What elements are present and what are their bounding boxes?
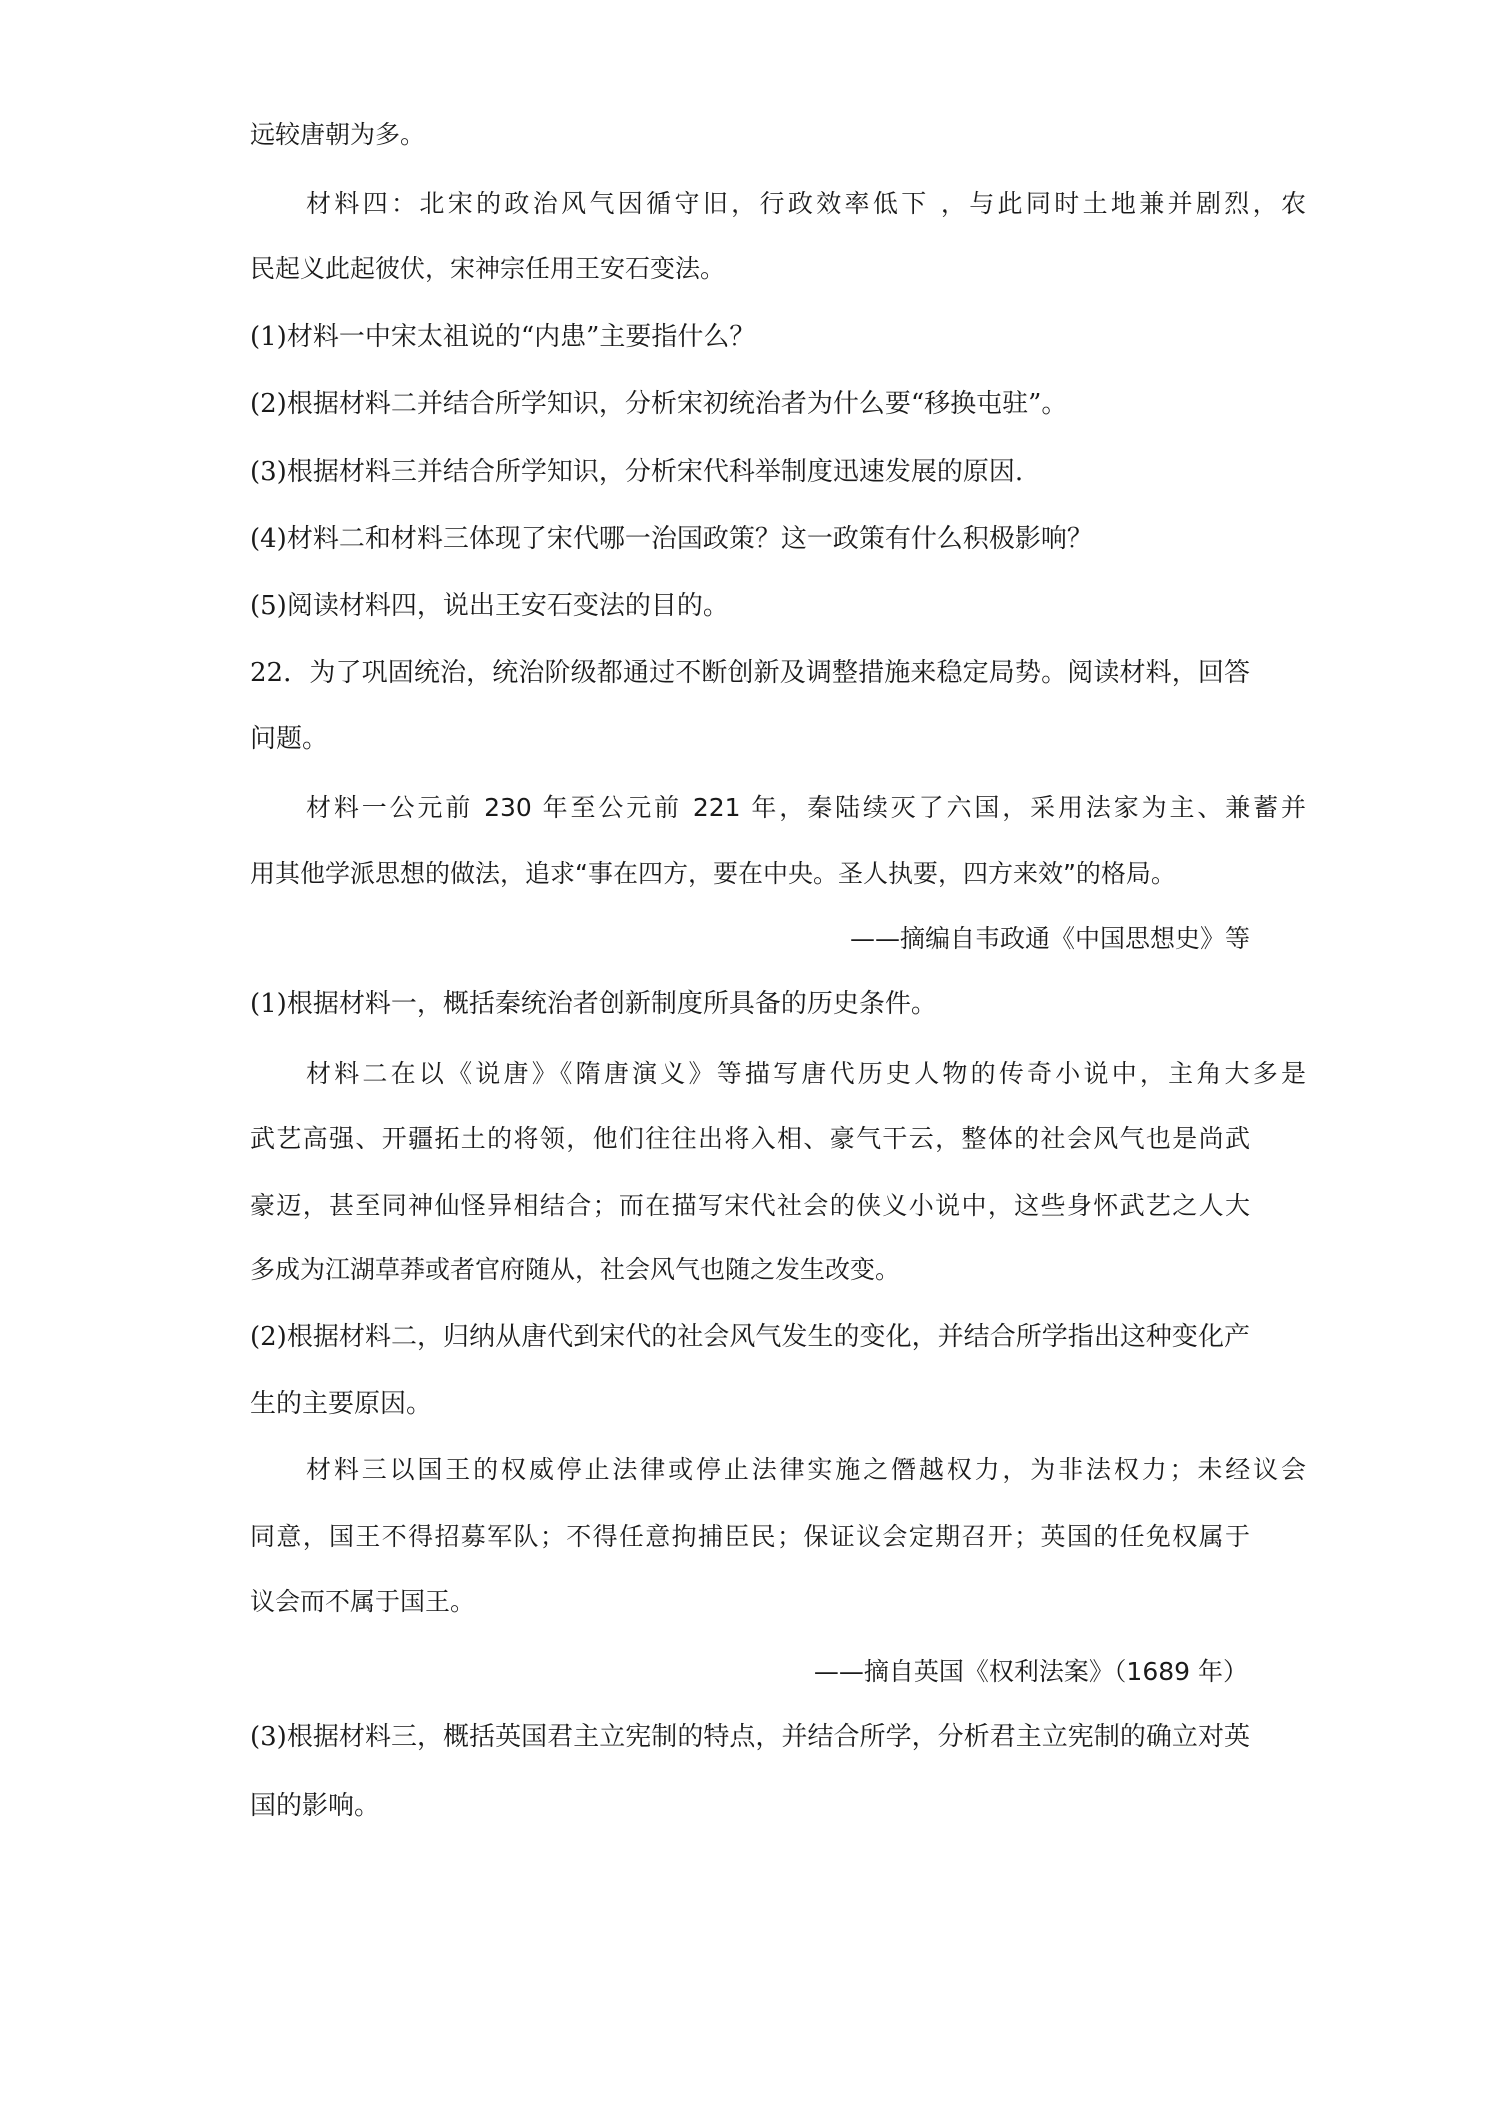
q22-material-2-line-4: 多成为江湖草莽或者官府随从，社会风气也随之发生改变。 (250, 1255, 901, 1284)
question-22-2-line-2: 生的主要原因。 (250, 1389, 433, 1419)
question-21-3: (3)根据材料三并结合所学知识，分析宋代科举制度迅速发展的原因. (250, 457, 1024, 487)
material-3-end-line: 远较唐朝为多。 (250, 120, 426, 149)
question-21-4: (4)材料二和材料三体现了宋代哪一治国政策？这一政策有什么积极影响？ (250, 524, 1093, 554)
question-22-stem-line-1: 22．为了巩固统治，统治阶级都通过不断创新及调整措施来稳定局势。阅读材料，回答 (250, 658, 1250, 688)
q22-material-1-source: ——摘编自韦政通《中国思想史》等 (849, 924, 1250, 953)
q22-material-2-line-1: 材料二在以《说唐》《隋唐演义》等描写唐代历史人物的传奇小说中，主角大多是 (306, 1059, 1306, 1088)
question-22-stem-line-2: 问题。 (250, 724, 329, 754)
q22-material-2-line-2: 武艺高强、开疆拓土的将领，他们往往出将入相、豪气干云，整体的社会风气也是尚武 (250, 1124, 1250, 1153)
q22-material-3-line-3: 议会而不属于国王。 (250, 1587, 476, 1616)
material-4-line-1: 材料四：北宋的政治风气因循守旧，行政效率低下 ，与此同时土地兼并剧烈，农 (306, 189, 1306, 218)
q22-material-2-line-3: 豪迈，甚至同神仙怪异相结合；而在描写宋代社会的侠义小说中，这些身怀武艺之人大 (250, 1191, 1250, 1220)
question-22-2-line-1: (2)根据材料二，归纳从唐代到宋代的社会风气发生的变化，并结合所学指出这种变化产 (250, 1322, 1250, 1352)
question-21-2: (2)根据材料二并结合所学知识，分析宋初统治者为什么要“移换屯驻”。 (250, 389, 1068, 419)
material-4-line-2: 民起义此起彼伏，宋神宗任用王安石变法。 (250, 254, 726, 283)
q22-material-1-line-1: 材料一公元前 230 年至公元前 221 年，秦陆续灭了六国，采用法家为主、兼蓄并 (306, 793, 1306, 822)
q22-material-3-line-2: 同意，国王不得招募军队；不得任意拘捕臣民；保证议会定期召开；英国的任免权属于 (250, 1522, 1250, 1551)
question-22-3-line-2: 国的影响。 (250, 1791, 381, 1821)
question-22-3-line-1: (3)根据材料三，概括英国君主立宪制的特点，并结合所学，分析君主立宪制的确立对英 (250, 1722, 1250, 1752)
question-21-5: (5)阅读材料四，说出王安石变法的目的。 (250, 591, 729, 621)
q22-material-1-line-2: 用其他学派思想的做法，追求“事在四方，要在中央。圣人执要，四方来效”的格局。 (250, 859, 1176, 888)
q22-material-3-source: ——摘自英国《权利法案》（1689 年） (813, 1657, 1248, 1686)
question-21-1: (1)材料一中宋太祖说的“内患”主要指什么？ (250, 322, 756, 352)
question-22-1: (1)根据材料一，概括秦统治者创新制度所具备的历史条件。 (250, 989, 937, 1019)
q22-material-3-line-1: 材料三以国王的权威停止法律或停止法律实施之僭越权力，为非法权力；未经议会 (306, 1455, 1306, 1484)
